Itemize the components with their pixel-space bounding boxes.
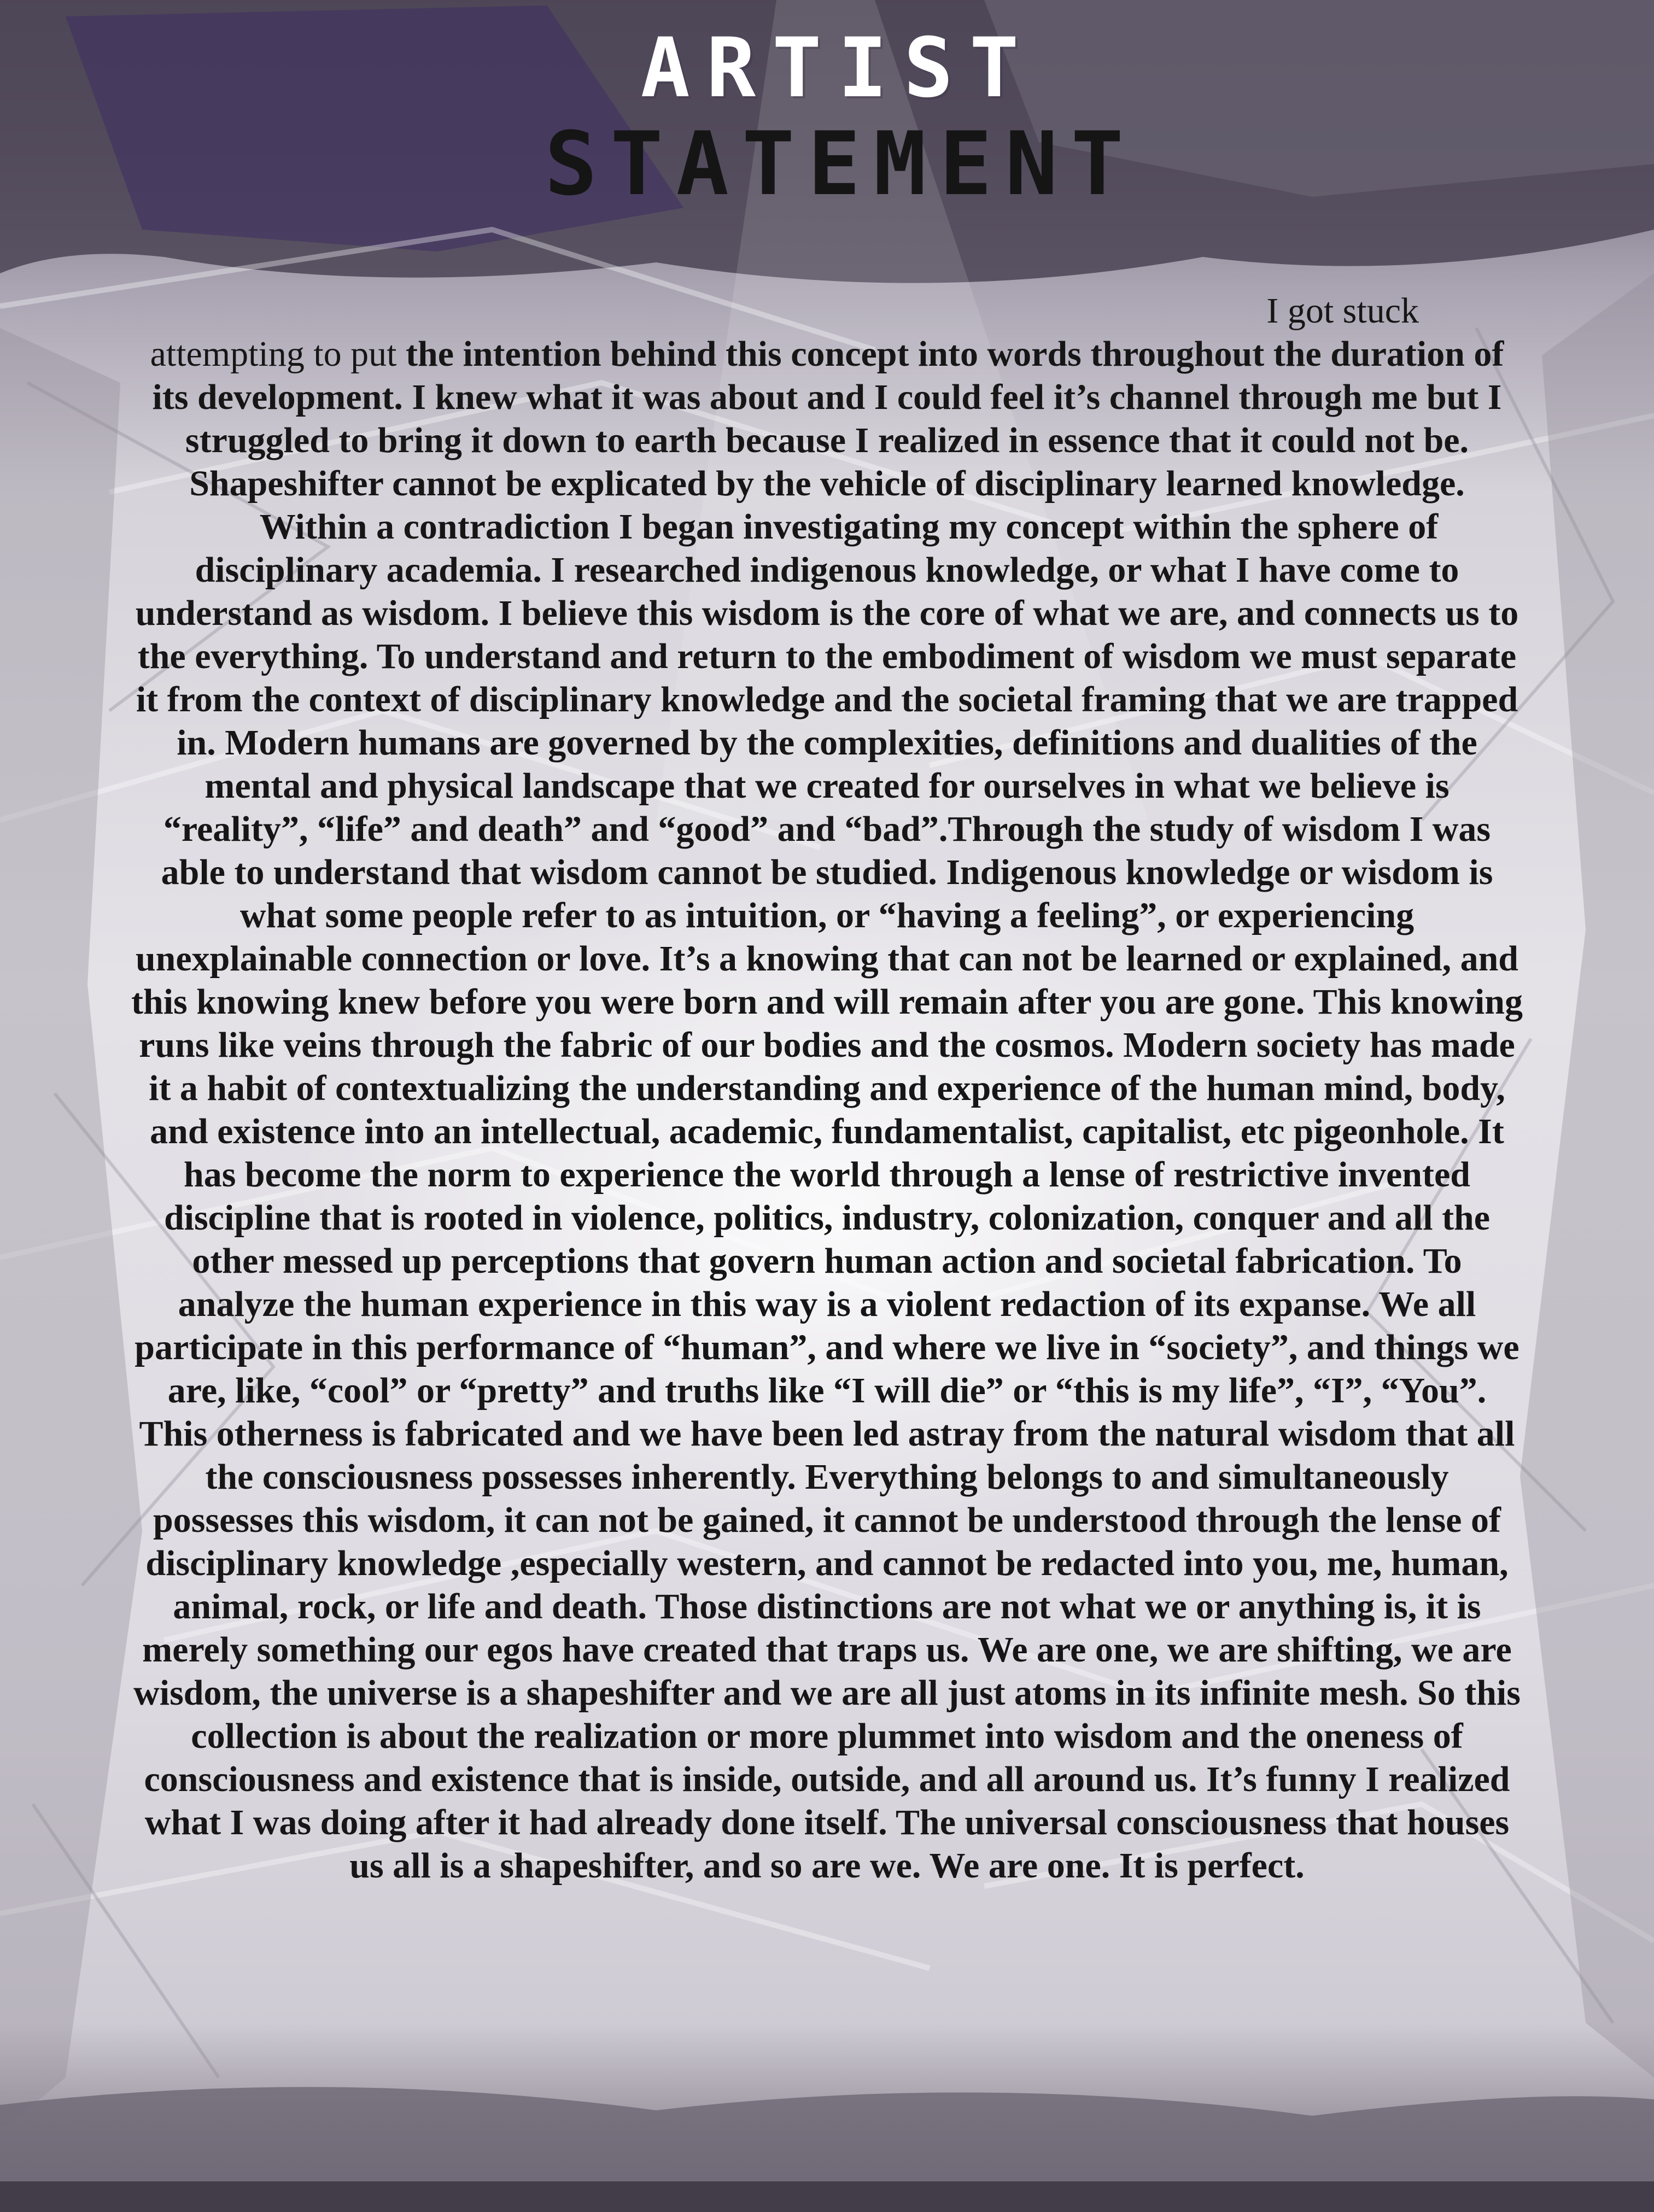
title-line-statement: STATEMENT — [545, 113, 1137, 215]
paragraph-1-lead: I got stuck — [1266, 291, 1419, 331]
statement-paragraph-2: Within a contradiction I began investigating my concept within the sphere of disciplinary academia. I researched indigenous knowledge, or what I have come to understand as wisdom. I believe this wisdom is the core of what we are, and connects us to the everything. To understand and return to the embodiment of wisdom we must separate it from the context of disciplinary knowledge and the societal framing that we are trapped in. Modern humans are governed by the complexities, definitions and dualities of the mental and physical landscape that we created for ourselves in what we believe is “reality”, “life” and death” and “good” and “bad”.Through the study of wisdom I was able to understand that wisdom cannot be studied. Indigenous knowledge or wisdom is what some people refer to as intuition, or “having a feeling”, or experiencing unexplainable connection or love. It’s a knowing that can not be learned or explained, and this knowing knew before you were born and will remain after you are gone. This knowing runs like veins through the fabric of our bodies and the cosmos. Modern society has made it a habit of contextualizing the understanding and experience of the human mind, body, and existence into an intellectual, academic, fundamentalist, capitalist, etc pigeonhole. It has become the norm to experience the world through a lense of restrictive invented discipline that is rooted in violence, politics, industry, colonization, conquer and all the other messed up perceptions that govern human action and societal fabrication. To analyze the human experience in this way is a violent redaction of its expanse. We all participate in this performance of “human”, and where we live in “society”, and things we are, like, “cool” or “pretty” and truths like “I will die” or “this is my life”, “I”, “You”. This otherness is fabricated and we have been led astray from the natural wisdom that all the consciousness possesses inherently. Everything belongs to and simultaneously possesses this wisdom, it can not be gained, it cannot be understood through the lense of disciplinary knowledge ,especially western, and cannot be redacted into you, me, human, animal, rock, or life and death. Those distinctions are not what we or anything is, it is merely something our egos have created that traps us. We are one, we are shifting, we are wisdom, the universe is a shapeshifter and we are all just atoms in its infinite mesh. So this collection is about the realization or more plummet into wisdom and the oneness of consciousness and existence that is inside, outside, and all around us. It’s funny I realized what I was doing after it had already done itself. The universal consciousness that houses us all is a shapeshifter, and so are we. We are one. It is perfect. — [131, 507, 1523, 1886]
statement-paragraph-1 — [131, 246, 1523, 505]
title-line-artist: ARTIST — [640, 21, 1036, 116]
statement-body — [131, 246, 1523, 1887]
paragraph-1-normal-text: attempting to put — [150, 334, 406, 374]
page-title — [0, 21, 1654, 215]
paragraph-1-bold-text: the intention behind this concept into words throughout the duration of its development. I knew what it was about and I could feel it’s channel through me but I struggled to bring it down to earth because I realized in essence that it could not be. Shapeshifter cannot be explicated by the vehicle of disciplinary learned knowledge. — [152, 334, 1504, 504]
